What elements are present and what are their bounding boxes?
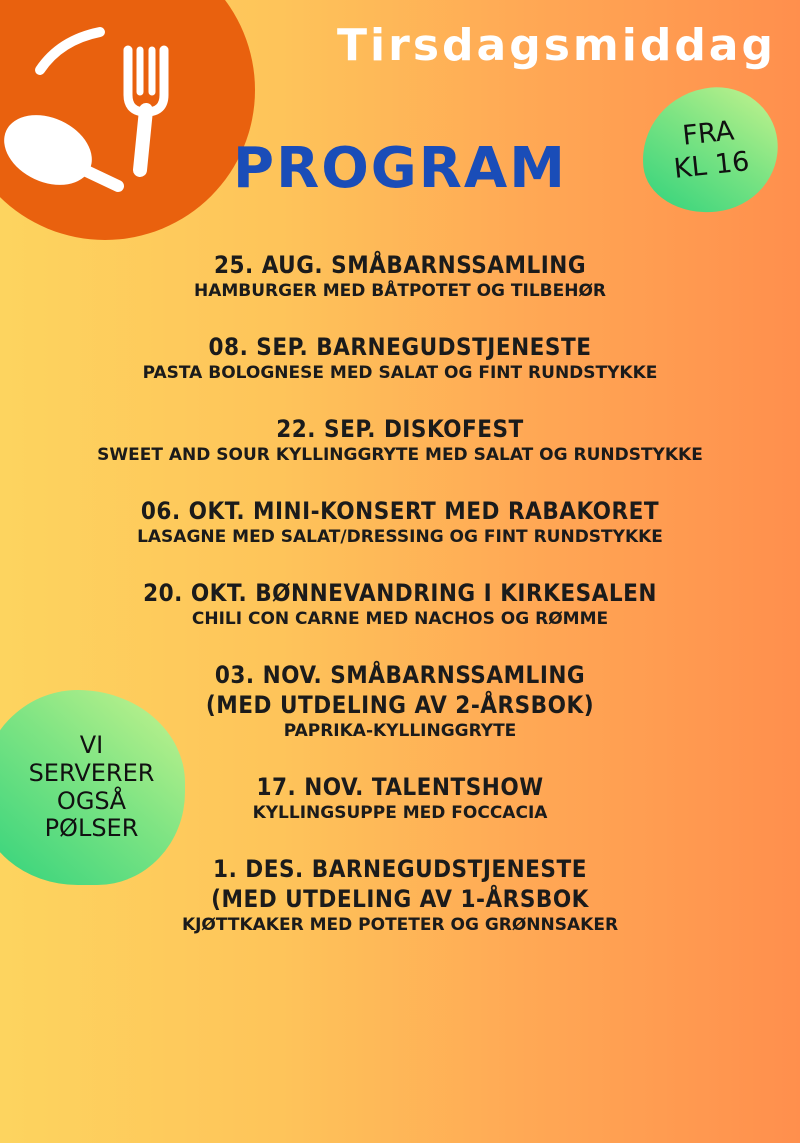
sausage-line3: OGSÅ: [56, 786, 127, 815]
event-title: 06. OKT. MINI-KONSERT MED RABAKORET: [140, 497, 660, 525]
list-item: [20, 250, 780, 302]
event-title: 25. AUG. SMÅBARNSSAMLING: [213, 251, 587, 279]
event-title: 17. NOV. TALENTSHOW: [256, 773, 544, 801]
event-menu: LASAGNE MED SALAT/DRESSING OG FINT RUNDSTYKKE: [137, 527, 663, 547]
event-title: 20. OKT. BØNNEVANDRING I KIRKESALEN: [143, 579, 657, 607]
list-item: [20, 772, 780, 824]
event-title: 1. DES. BARNEGUDSTJENESTE (MED UTDELING AV 1-ÅRSBOK: [211, 855, 589, 913]
page-title: Tirsdagsmiddag: [337, 20, 776, 71]
start-time-line1: FRA: [680, 115, 736, 152]
event-menu: PASTA BOLOGNESE MED SALAT OG FINT RUNDSTYKKE: [142, 363, 658, 383]
event-list: [20, 250, 780, 936]
sausage-line4: PØLSER: [44, 814, 139, 843]
list-item: [20, 332, 780, 384]
event-menu: KYLLINGSUPPE MED FOCCACIA: [252, 803, 548, 823]
sausage-line1: VI: [79, 730, 104, 759]
program-heading: PROGRAM: [233, 136, 567, 201]
event-title: 22. SEP. DISKOFEST: [276, 415, 524, 443]
sausage-line2: SERVERER: [28, 758, 155, 787]
event-title: 08. SEP. BARNEGUDSTJENESTE: [208, 333, 592, 361]
event-menu: CHILI CON CARNE MED NACHOS OG RØMME: [191, 609, 609, 629]
list-item: [20, 496, 780, 548]
list-item: [20, 854, 780, 936]
start-time-line2: KL 16: [672, 146, 751, 185]
list-item: [20, 660, 780, 742]
event-title: 03. NOV. SMÅBARNSSAMLING (MED UTDELING AV 2-ÅRSBOK): [205, 661, 595, 719]
event-menu: SWEET AND SOUR KYLLINGGRYTE MED SALAT OG RUNDSTYKKE: [97, 445, 703, 465]
list-item: [20, 578, 780, 630]
event-menu: HAMBURGER MED BÅTPOTET OG TILBEHØR: [193, 281, 607, 301]
list-item: [20, 414, 780, 466]
event-menu: PAPRIKA-KYLLINGGRYTE: [283, 721, 517, 741]
plate-fork-spoon-icon: [0, 0, 260, 240]
event-menu: KJØTTKAKER MED POTETER OG GRØNNSAKER: [181, 915, 619, 935]
